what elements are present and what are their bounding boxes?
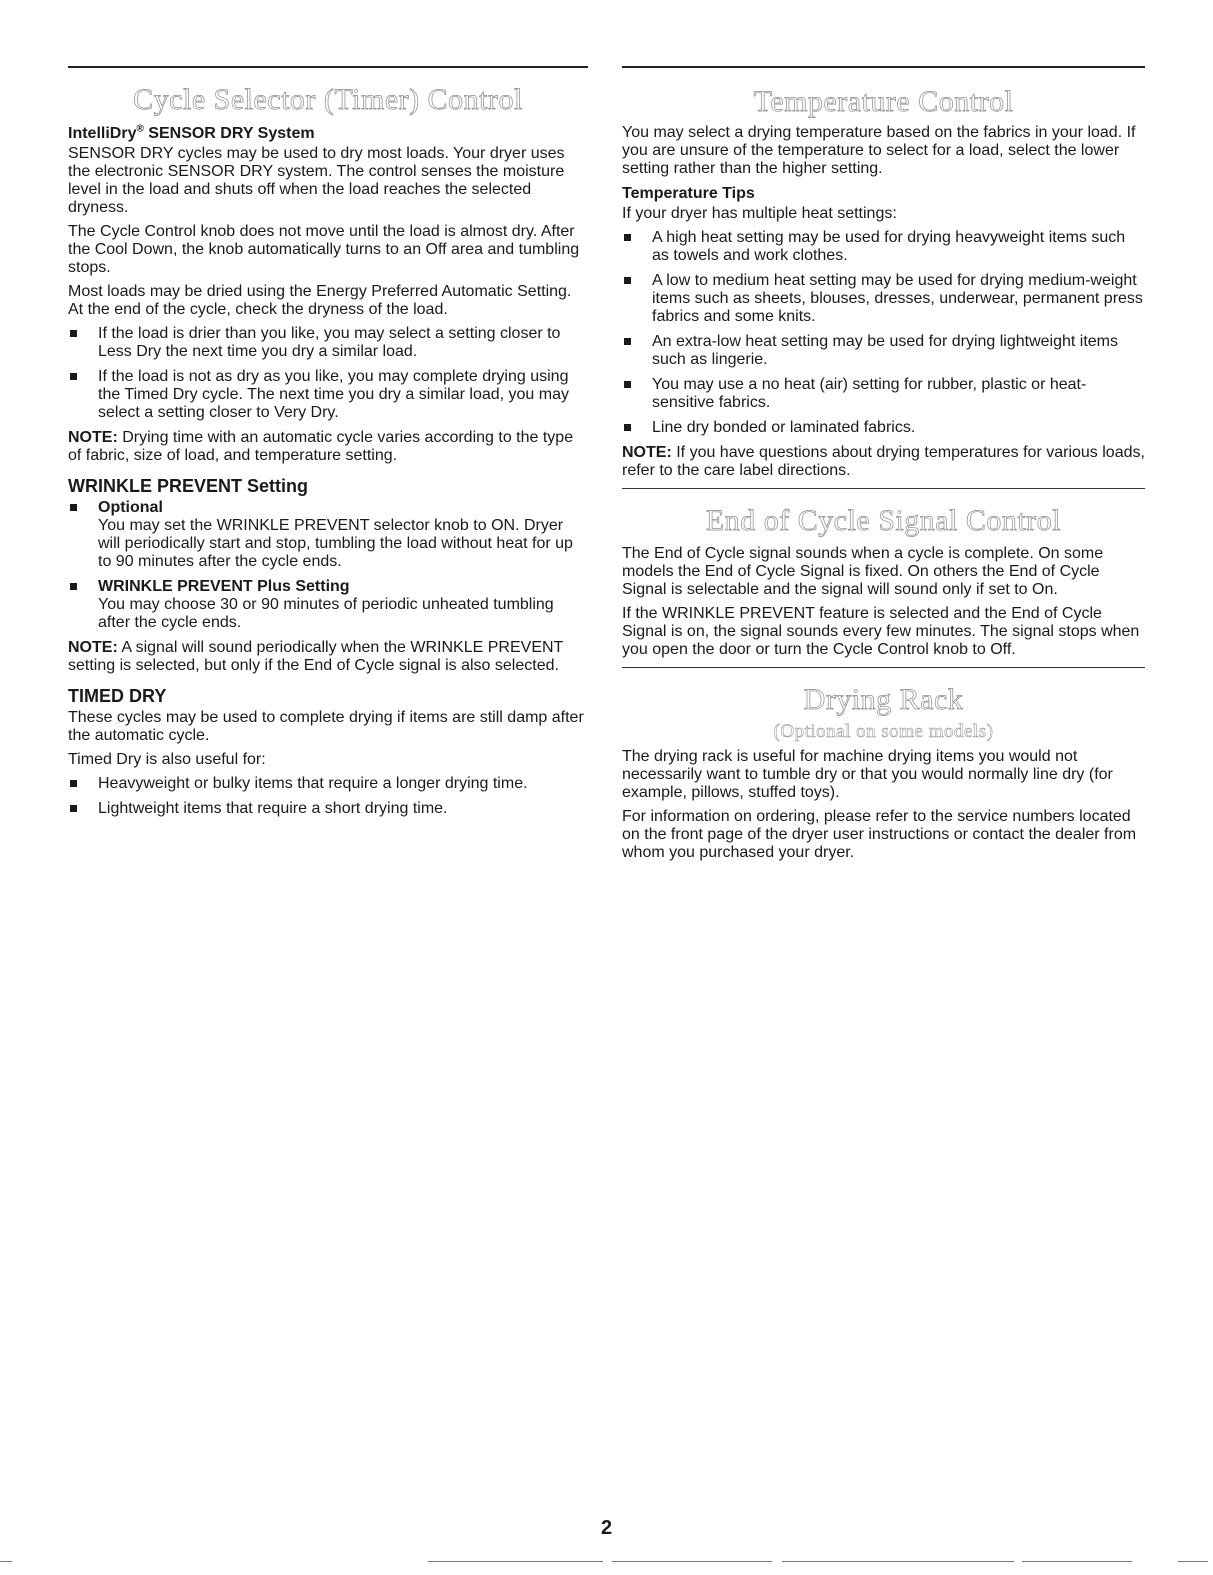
- section-rule: [622, 488, 1145, 489]
- paragraph: Most loads may be dried using the Energy Preferred Automatic Setting. At the end of the cycle, check the dryness of the load.: [68, 283, 572, 318]
- square-bullet-icon: [624, 277, 631, 284]
- cycle-selector-title: Cycle Selector (Timer) Control: [133, 83, 523, 116]
- bullet-list: [68, 499, 588, 632]
- list-item: WRINKLE PREVENT Plus Setting You may choose 30 or 90 minutes of periodic unheated tumbling after the cycle ends.: [68, 578, 588, 632]
- paragraph: You may select a drying temperature based on the fabrics in your load. If you are unsure of the temperature to select for a load, select the lower setting rather than the higher setting.: [622, 124, 1136, 177]
- paragraph: The Cycle Control knob does not move until the load is almost dry. After the Cool Down, the knob automatically turns to an Off area and tumbling stops.: [68, 223, 580, 276]
- section-rule: [68, 66, 588, 68]
- note: NOTE: Drying time with an automatic cycle varies according to the type of fabric, size of load, and temperature setting.: [68, 429, 574, 464]
- paragraph: If your dryer has multiple heat settings:: [622, 205, 897, 222]
- list-item: An extra-low heat setting may be used for drying lightweight items such as lingerie.: [622, 333, 1145, 369]
- scan-edge-marks: [0, 1561, 1213, 1565]
- paragraph: For information on ordering, please refer to the service numbers located on the front page of the dryer user instructions or contact the dealer from whom you purchased your dryer.: [622, 808, 1137, 861]
- paragraph: SENSOR DRY cycles may be used to dry most loads. Your dryer uses the electronic SENSOR DRY system. The control senses the moisture level in the load and shuts off when the load reaches the selected dryness.: [68, 145, 565, 216]
- note: NOTE: If you have questions about drying temperatures for various loads, refer to the care label directions.: [622, 444, 1145, 479]
- timed-dry-heading: TIMED DRY: [68, 686, 167, 706]
- note: NOTE: A signal will sound periodically when the WRINKLE PREVENT setting is selected, but only if the End of Cycle signal is also selected.: [68, 639, 564, 674]
- square-bullet-icon: [624, 381, 631, 388]
- square-bullet-icon: [70, 330, 77, 337]
- temperature-control-title: Temperature Control: [753, 85, 1014, 118]
- drying-rack-subtitle: (Optional on some models): [773, 721, 994, 742]
- square-bullet-icon: [70, 373, 77, 380]
- list-item: If the load is drier than you like, you may select a setting closer to Less Dry the next time you dry a similar load.: [68, 325, 588, 361]
- list-item: You may use a no heat (air) setting for rubber, plastic or heat-sensitive fabrics.: [622, 376, 1145, 412]
- left-column: [68, 66, 588, 825]
- list-item: A low to medium heat setting may be used for drying medium-weight items such as sheets, blouses, dresses, underwear, permanent press fabrics and some knits.: [622, 272, 1145, 326]
- sensor-dry-heading: IntelliDry® SENSOR DRY System: [68, 123, 315, 142]
- list-item: A high heat setting may be used for drying heavyweight items such as towels and work clothes.: [622, 229, 1145, 265]
- square-bullet-icon: [70, 583, 77, 590]
- paragraph: Timed Dry is also useful for:: [68, 751, 266, 768]
- list-item: If the load is not as dry as you like, you may complete drying using the Timed Dry cycle. The next time you dry a similar load, you may select a setting closer to Very Dry.: [68, 368, 588, 422]
- section-rule: [622, 66, 1145, 68]
- square-bullet-icon: [624, 234, 631, 241]
- bullet-list: [68, 775, 588, 818]
- square-bullet-icon: [624, 424, 631, 431]
- bullet-list: [68, 325, 588, 422]
- paragraph: The drying rack is useful for machine drying items you would not necessarily want to tumble dry or that you would normally line dry (for example, pillows, stuffed toys).: [622, 748, 1113, 801]
- list-item: Line dry bonded or laminated fabrics.: [622, 419, 1145, 437]
- square-bullet-icon: [70, 780, 77, 787]
- end-of-cycle-signal-title: End of Cycle Signal Control: [705, 504, 1062, 537]
- square-bullet-icon: [70, 805, 77, 812]
- wrinkle-prevent-heading: WRINKLE PREVENT Setting: [68, 476, 309, 496]
- section-rule: [622, 667, 1145, 668]
- square-bullet-icon: [624, 338, 631, 345]
- list-item: Lightweight items that require a short drying time.: [68, 800, 588, 818]
- temperature-tips-heading: Temperature Tips: [622, 185, 755, 202]
- list-item: Optional You may set the WRINKLE PREVENT selector knob to ON. Dryer will periodically start and stop, tumbling the load without heat for up to 90 minutes after the cycle ends.: [68, 499, 588, 571]
- list-item: Heavyweight or bulky items that require a longer drying time.: [68, 775, 588, 793]
- drying-rack-title: Drying Rack: [803, 683, 964, 716]
- page-number: 2: [600, 1517, 613, 1539]
- paragraph: If the WRINKLE PREVENT feature is selected and the End of Cycle Signal is on, the signal sounds every few minutes. The signal stops when you open the door or turn the Cycle Control knob to Off.: [622, 605, 1140, 658]
- square-bullet-icon: [70, 504, 77, 511]
- paragraph: The End of Cycle signal sounds when a cycle is complete. On some models the End of Cycle Signal is fixed. On others the End of Cycle Signal is selectable and the signal will sound only if set to On.: [622, 545, 1104, 598]
- paragraph: These cycles may be used to complete drying if items are still damp after the automatic cycle.: [68, 709, 584, 744]
- bullet-list: [622, 229, 1145, 437]
- right-column: [622, 66, 1145, 868]
